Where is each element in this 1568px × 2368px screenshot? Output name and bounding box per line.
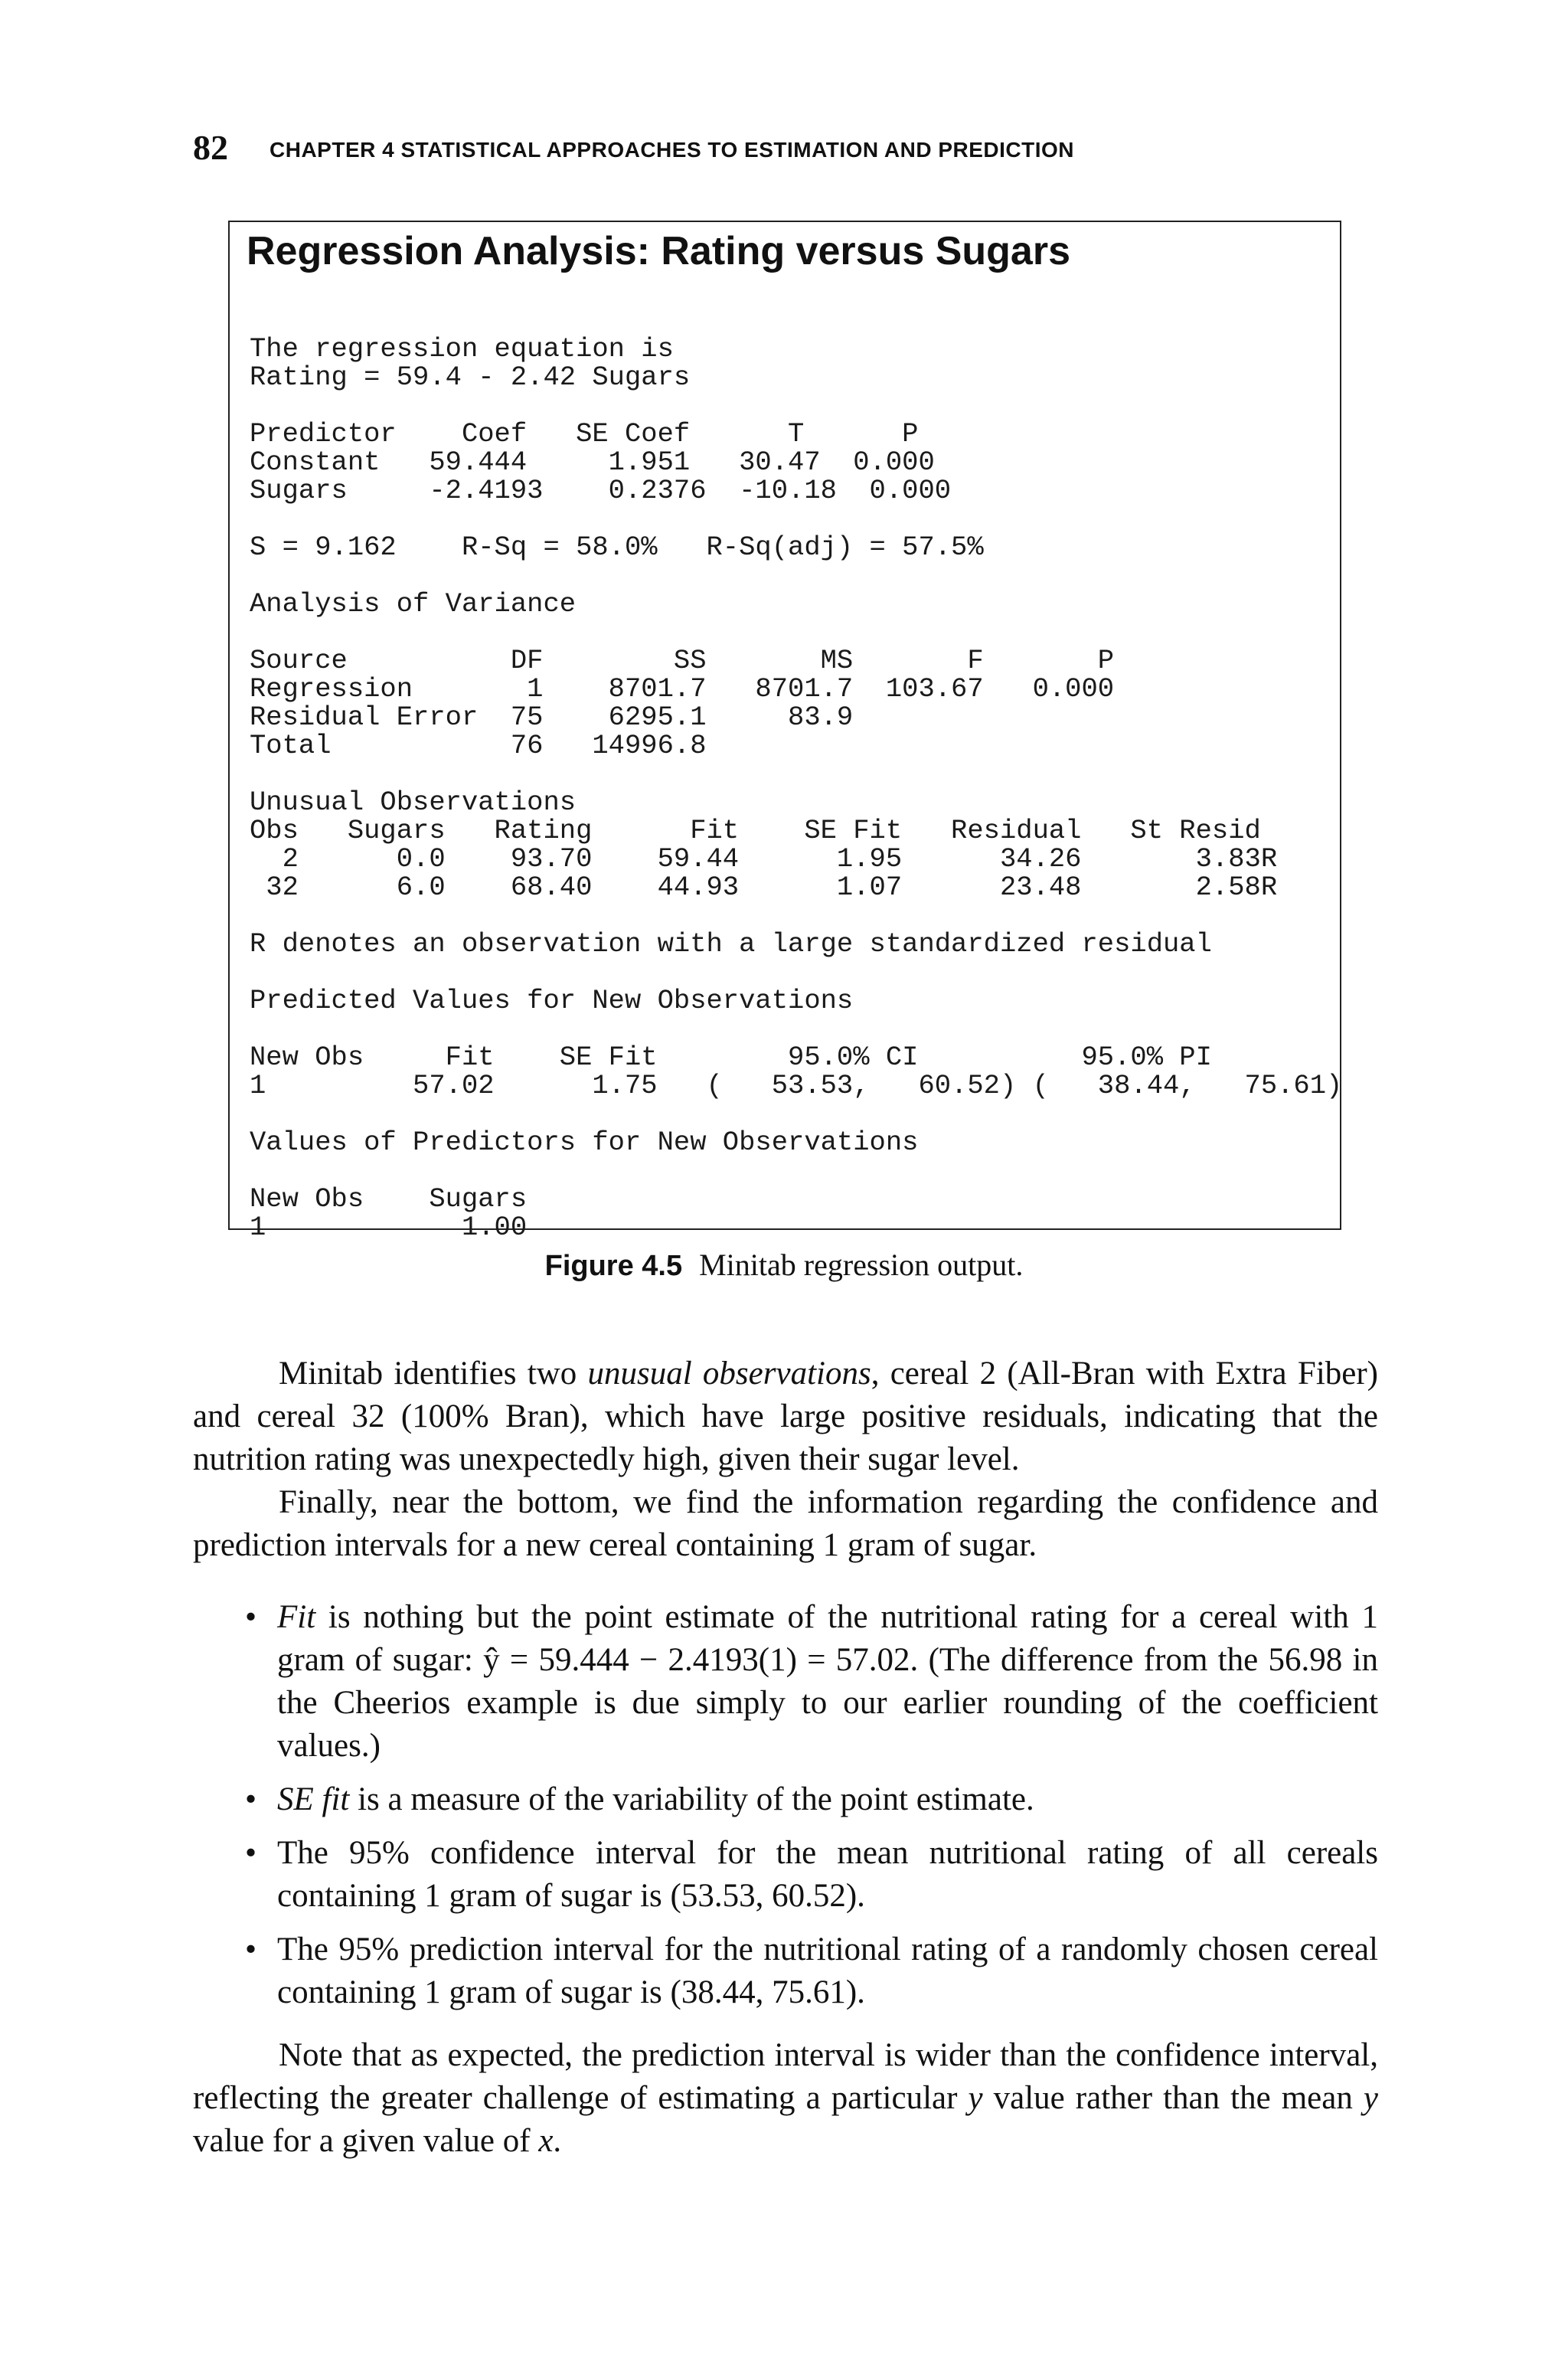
chapter-title: CHAPTER 4 STATISTICAL APPROACHES TO ESTIMATION AND PREDICTION <box>270 138 1074 162</box>
list-item <box>193 1832 1378 1918</box>
math-variable: x <box>538 2123 554 2159</box>
output-line: Obs Sugars Rating Fit SE Fit Residual St Resid <box>250 815 1261 846</box>
output-line: Predictor Coef SE Coef T P <box>250 418 919 450</box>
text-run: . <box>553 2123 562 2159</box>
text-run: , cereal 2 (All-Bran with Extra Fiber) and cereal 32 (100% Bran), which have large positive residuals, indicating that the nutrition rating was unexpectedly high, given their sugar level. <box>193 1356 1378 1477</box>
list-item <box>193 1778 1378 1821</box>
output-line: S = 9.162 R-Sq = 58.0% R-Sq(adj) = 57.5% <box>250 531 984 563</box>
bullet-icon: • <box>245 1599 257 1635</box>
output-line: New Obs Fit SE Fit 95.0% CI 95.0% PI <box>250 1042 1212 1073</box>
output-line: Regression 1 8701.7 8701.7 103.67 0.000 <box>250 673 1115 705</box>
output-line: Rating = 59.4 - 2.42 Sugars <box>250 361 691 393</box>
output-line: 32 6.0 68.40 44.93 1.07 23.48 2.58R <box>250 872 1278 903</box>
list-item <box>193 1928 1378 2014</box>
emphasis: SE fit <box>277 1781 350 1817</box>
bullet-icon: • <box>245 1835 257 1871</box>
minitab-output-box <box>228 221 1343 1243</box>
output-line: Unusual Observations <box>250 787 577 818</box>
output-line: The regression equation is <box>250 333 674 365</box>
output-line: R denotes an observation with a large standardized residual <box>250 928 1212 960</box>
text-run: value rather than the mean <box>982 2080 1364 2116</box>
bullet-icon: • <box>245 1781 257 1817</box>
bullet-icon: • <box>245 1931 257 1967</box>
output-line: Total 76 14996.8 <box>250 730 707 761</box>
output-line: Values of Predictors for New Observations <box>250 1127 919 1158</box>
output-line: Constant 59.444 1.951 30.47 0.000 <box>250 446 935 478</box>
figure-caption-text: Minitab regression output. <box>699 1248 1024 1282</box>
body-paragraph <box>193 1481 1378 1567</box>
text-run: is nothing but the point estimate of the nutritional rating for a cereal with 1 gram of sugar: ŷ = 59.444 − 2.4193(1) = 57.02. (The difference from the 56.98 in the Cheerios example is due simply to our earlier rounding of the coefficient values.) <box>277 1599 1378 1764</box>
bullet-list <box>193 1596 1378 2025</box>
page-number: 82 <box>193 128 228 167</box>
output-line: 2 0.0 93.70 59.44 1.95 34.26 3.83R <box>250 843 1278 875</box>
body-paragraph <box>193 1352 1378 1481</box>
emphasis: Fit <box>277 1599 316 1635</box>
math-variable: y <box>968 2080 983 2116</box>
running-header <box>193 121 1372 175</box>
output-line: Sugars -2.4193 0.2376 -10.18 0.000 <box>250 475 952 506</box>
text-run: value for a given value of <box>193 2123 539 2159</box>
output-line: 1 1.00 <box>250 1212 528 1243</box>
text-run: The 95% confidence interval for the mean nutritional rating of all cereals containing 1 gram of sugar is (53.53, 60.52). <box>277 1835 1378 1914</box>
math-variable: y <box>1363 2080 1378 2116</box>
figure-caption <box>0 1247 1568 1283</box>
figure-label: Figure 4.5 <box>544 1250 683 1282</box>
text-run: Finally, near the bottom, we find the information regarding the confidence and prediction intervals for a new cereal containing 1 gram of sugar. <box>193 1484 1378 1563</box>
body-paragraph <box>193 2034 1378 2163</box>
output-line: New Obs Sugars <box>250 1183 528 1215</box>
text-run: The 95% prediction interval for the nutritional rating of a randomly chosen cereal containing 1 gram of sugar is (38.44, 75.61). <box>277 1931 1378 2010</box>
text-run: Minitab identifies two <box>279 1356 588 1392</box>
emphasis: unusual observations <box>587 1356 871 1392</box>
output-line: 1 57.02 1.75 ( 53.53, 60.52) ( 38.44, 75.61) <box>250 1070 1343 1101</box>
output-line: Predicted Values for New Observations <box>250 985 854 1016</box>
output-line: Analysis of Variance <box>250 588 577 620</box>
list-item <box>193 1596 1378 1768</box>
output-line: Residual Error 75 6295.1 83.9 <box>250 702 854 733</box>
output-title: Regression Analysis: Rating versus Sugars <box>247 229 1071 273</box>
text-run: is a measure of the variability of the point estimate. <box>349 1781 1034 1817</box>
output-line: Source DF SS MS F P <box>250 645 1115 676</box>
text-run: Note that as expected, the prediction interval is wider than the confidence interval, reflecting the greater challenge of estimating a particular <box>193 2037 1378 2116</box>
